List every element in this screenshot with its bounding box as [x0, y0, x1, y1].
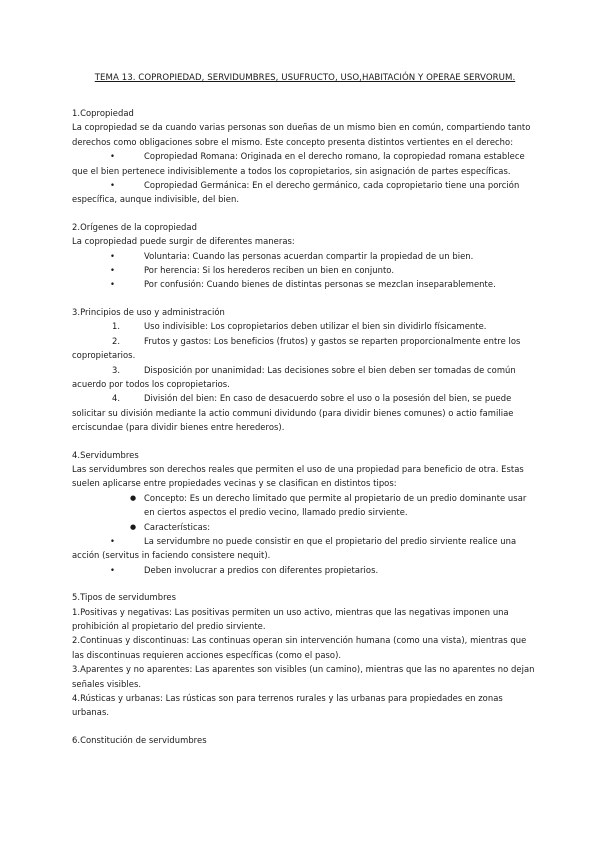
bullet-icon: • — [110, 535, 115, 546]
section-constitucion — [72, 733, 538, 747]
numbered-item — [72, 319, 538, 333]
list-item-text: Copropiedad Romana: Originada en el derecho romano, la copropiedad romana establece que el bien pertenece indivisiblemente a todos los copropietarios, sin asignación de partes específicas. — [72, 151, 525, 176]
bullet-icon: ● — [130, 493, 137, 502]
section-copropiedad — [72, 106, 538, 207]
list-item — [72, 178, 538, 207]
list-item — [72, 491, 538, 520]
list-item — [72, 277, 538, 291]
list-item — [72, 563, 538, 577]
list-item-text: Frutos y gastos: Los beneficios (frutos) y gastos se reparten proporcionalmente entre los copropietarios. — [72, 335, 521, 361]
paragraph: La copropiedad puede surgir de diferentes maneras: — [72, 236, 295, 247]
list-item — [72, 249, 538, 263]
list-item — [72, 520, 538, 534]
section-tipos — [72, 590, 538, 720]
section-servidumbres — [72, 448, 538, 578]
paragraph: Las servidumbres son derechos reales que permiten el uso de una propiedad para beneficio de otra. Estas suelen aplicarse entre propiedades vecinas y se clasifican en distintos tipos: — [72, 463, 524, 489]
numbered-item — [72, 334, 538, 363]
section-heading: 5.Tipos de servidumbres — [72, 592, 177, 603]
section-heading: 1.Copropiedad — [72, 108, 134, 118]
list-item — [72, 263, 538, 277]
list-item-text: Por herencia: Si los herederos reciben un bien en conjunto. — [144, 265, 395, 276]
paragraph: 2.Continuas y discontinuas: Las continuas operan sin intervención humana (como una vista), mientras que las discontinuas requieren acciones específicas (como el paso). — [72, 635, 527, 660]
section-principios — [72, 305, 538, 435]
item-number: 2. — [112, 335, 121, 346]
list-item-text: Concepto: Es un derecho limitado que permite al propietario de un predio dominante usar en ciertos aspectos el predio vecino, llamado predio sirviente. — [144, 492, 527, 518]
list-item-text: Características: — [144, 521, 211, 532]
list-item — [72, 149, 538, 178]
list-item-text: Disposición por unanimidad: Las decisiones sobre el bien deben ser tomadas de común acuerdo por todos los copropietarios. — [72, 364, 516, 389]
paragraph: La copropiedad se da cuando varias personas son dueñas de un mismo bien en común, compartiendo tanto derechos como obligaciones sobre el mismo. Este concepto presenta distintos vertientes en el derecho: — [72, 122, 531, 147]
section-heading: 2.Orígenes de la copropiedad — [72, 221, 197, 232]
section-heading: 4.Servidumbres — [72, 449, 139, 460]
item-number: 3. — [112, 364, 121, 375]
list-item-text: Por confusión: Cuando bienes de distintas personas se mezclan inseparablemente. — [144, 279, 496, 290]
item-number: 1. — [112, 321, 121, 332]
paragraph: 3.Aparentes y no aparentes: Las aparentes son visibles (un camino), mientras que las no aparentes no dejan señales visibles. — [72, 664, 535, 689]
bullet-icon: • — [110, 279, 115, 290]
item-number: 4. — [112, 393, 121, 404]
section-origenes — [72, 220, 538, 292]
list-item-text: Uso indivisible: Los copropietarios deben utilizar el bien sin dividirlo físicamente. — [144, 321, 487, 332]
paragraph: 4.Rústicas y urbanas: Las rústicas son para terrenos rurales y las urbanas para propiedades en zonas urbanas. — [72, 693, 503, 718]
bullet-icon: • — [110, 180, 115, 191]
bullet-icon: • — [110, 250, 115, 261]
page-title: TEMA 13. COPROPIEDAD, SERVIDUMBRES, USUFRUCTO, USO,HABITACIÓN Y OPERAE SERVORUM. — [94, 73, 516, 83]
section-heading: 6.Constitución de servidumbres — [72, 734, 207, 745]
numbered-item — [72, 391, 538, 434]
list-item-text: La servidumbre no puede consistir en que el propietario del predio sirviente realice una acción (servitus in faciendo consistere nequit). — [72, 535, 517, 561]
bullet-icon: • — [110, 151, 115, 162]
paragraph: 1.Positivas y negativas: Las positivas permiten un uso activo, mientras que las negativas imponen una prohibición al propietario del predio sirviente. — [72, 606, 509, 631]
list-item — [72, 534, 538, 563]
list-item-text: División del bien: En caso de desacuerdo sobre el uso o la posesión del bien, se puede solicitar su división mediante la actio communi dividundo (para dividir bienes comunes) o actio familiae erciscundae (para dividir bienes entre herederos). — [72, 393, 514, 433]
section-heading: 3.Principios de uso y administración — [72, 306, 225, 317]
bullet-icon: • — [110, 564, 115, 575]
bullet-icon: ● — [130, 522, 137, 531]
list-item-text: Voluntaria: Cuando las personas acuerdan compartir la propiedad de un bien. — [144, 250, 474, 261]
bullet-icon: • — [110, 265, 115, 276]
list-item-text: Copropiedad Germánica: En el derecho germánico, cada copropietario tiene una porción específica, aunque indivisible, del bien. — [72, 180, 520, 205]
list-item-text: Deben involucrar a predios con diferentes propietarios. — [144, 564, 379, 575]
numbered-item — [72, 363, 538, 392]
